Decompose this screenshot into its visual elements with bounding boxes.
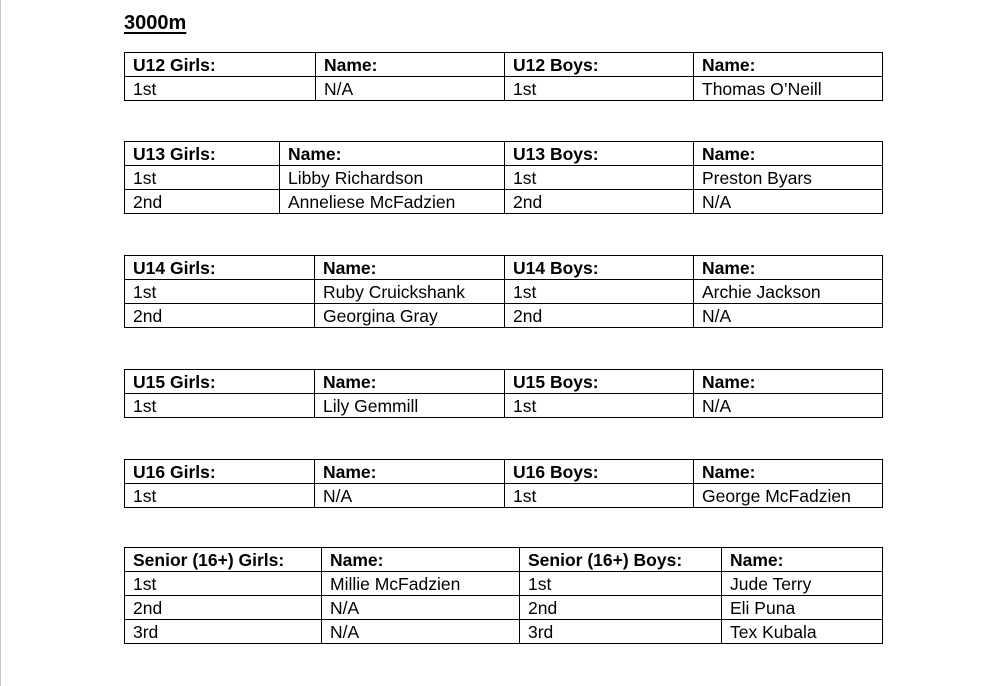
- girls-name-cell: Lily Gemmill: [315, 394, 505, 418]
- girls-name-cell: N/A: [315, 484, 505, 508]
- boys-place-cell: 1st: [505, 77, 694, 101]
- results-table-u16: [124, 459, 883, 508]
- girls-place-cell: 2nd: [125, 304, 315, 328]
- girls-place-cell: 3rd: [125, 620, 322, 644]
- boys-category-header: U16 Boys:: [505, 460, 694, 484]
- table-header-row: [125, 256, 883, 280]
- table-row: [125, 394, 883, 418]
- girls-name-header: Name:: [315, 256, 505, 280]
- girls-category-header: U15 Girls:: [125, 370, 315, 394]
- girls-name-cell: Anneliese McFadzien: [280, 190, 505, 214]
- boys-name-cell: Jude Terry: [722, 572, 883, 596]
- table-header-row: [125, 370, 883, 394]
- boys-place-cell: 1st: [505, 166, 694, 190]
- boys-place-cell: 2nd: [505, 304, 694, 328]
- table-row: [125, 280, 883, 304]
- boys-name-cell: N/A: [694, 394, 883, 418]
- girls-name-cell: Libby Richardson: [280, 166, 505, 190]
- girls-name-cell: N/A: [322, 596, 520, 620]
- girls-category-header: U12 Girls:: [125, 53, 316, 77]
- girls-category-header: U13 Girls:: [125, 142, 280, 166]
- results-table-u12: [124, 52, 883, 101]
- results-table-u14: [124, 255, 883, 328]
- results-table-u13: [124, 141, 883, 214]
- table-header-row: [125, 460, 883, 484]
- girls-category-header: U14 Girls:: [125, 256, 315, 280]
- girls-place-cell: 1st: [125, 484, 315, 508]
- page-title: 3000m: [124, 12, 187, 34]
- boys-name-cell: N/A: [694, 304, 883, 328]
- girls-place-cell: 2nd: [125, 596, 322, 620]
- boys-place-cell: 1st: [505, 484, 694, 508]
- girls-name-cell: N/A: [316, 77, 505, 101]
- girls-place-cell: 1st: [125, 166, 280, 190]
- boys-place-cell: 2nd: [520, 596, 722, 620]
- boys-place-cell: 1st: [520, 572, 722, 596]
- boys-place-cell: 2nd: [505, 190, 694, 214]
- boys-name-header: Name:: [694, 256, 883, 280]
- girls-name-header: Name:: [315, 460, 505, 484]
- boys-place-cell: 3rd: [520, 620, 722, 644]
- boys-category-header: U13 Boys:: [505, 142, 694, 166]
- table-row: [125, 166, 883, 190]
- table-row: [125, 304, 883, 328]
- boys-name-header: Name:: [694, 460, 883, 484]
- girls-place-cell: 1st: [125, 77, 316, 101]
- boys-category-header: U15 Boys:: [505, 370, 694, 394]
- boys-name-header: Name:: [722, 548, 883, 572]
- boys-category-header: U14 Boys:: [505, 256, 694, 280]
- boys-name-header: Name:: [694, 142, 883, 166]
- boys-name-cell: George McFadzien: [694, 484, 883, 508]
- table-header-row: [125, 548, 883, 572]
- results-table-u15: [124, 369, 883, 418]
- table-header-row: [125, 53, 883, 77]
- boys-category-header: U12 Boys:: [505, 53, 694, 77]
- girls-place-cell: 1st: [125, 572, 322, 596]
- girls-name-cell: Ruby Cruickshank: [315, 280, 505, 304]
- girls-place-cell: 1st: [125, 280, 315, 304]
- table-row: [125, 596, 883, 620]
- girls-name-header: Name:: [316, 53, 505, 77]
- table-header-row: [125, 142, 883, 166]
- girls-name-cell: Millie McFadzien: [322, 572, 520, 596]
- boys-category-header: Senior (16+) Boys:: [520, 548, 722, 572]
- girls-name-header: Name:: [315, 370, 505, 394]
- girls-category-header: U16 Girls:: [125, 460, 315, 484]
- boys-place-cell: 1st: [505, 280, 694, 304]
- girls-place-cell: 1st: [125, 394, 315, 418]
- boys-name-cell: Eli Puna: [722, 596, 883, 620]
- table-row: [125, 190, 883, 214]
- boys-name-cell: Preston Byars: [694, 166, 883, 190]
- girls-name-cell: Georgina Gray: [315, 304, 505, 328]
- girls-name-cell: N/A: [322, 620, 520, 644]
- girls-name-header: Name:: [280, 142, 505, 166]
- boys-name-cell: Tex Kubala: [722, 620, 883, 644]
- table-row: [125, 77, 883, 101]
- table-row: [125, 484, 883, 508]
- table-row: [125, 620, 883, 644]
- girls-place-cell: 2nd: [125, 190, 280, 214]
- girls-category-header: Senior (16+) Girls:: [125, 548, 322, 572]
- results-table-senior: [124, 547, 883, 644]
- boys-place-cell: 1st: [505, 394, 694, 418]
- boys-name-cell: Thomas O’Neill: [694, 77, 883, 101]
- boys-name-header: Name:: [694, 53, 883, 77]
- table-row: [125, 572, 883, 596]
- boys-name-cell: Archie Jackson: [694, 280, 883, 304]
- girls-name-header: Name:: [322, 548, 520, 572]
- boys-name-cell: N/A: [694, 190, 883, 214]
- boys-name-header: Name:: [694, 370, 883, 394]
